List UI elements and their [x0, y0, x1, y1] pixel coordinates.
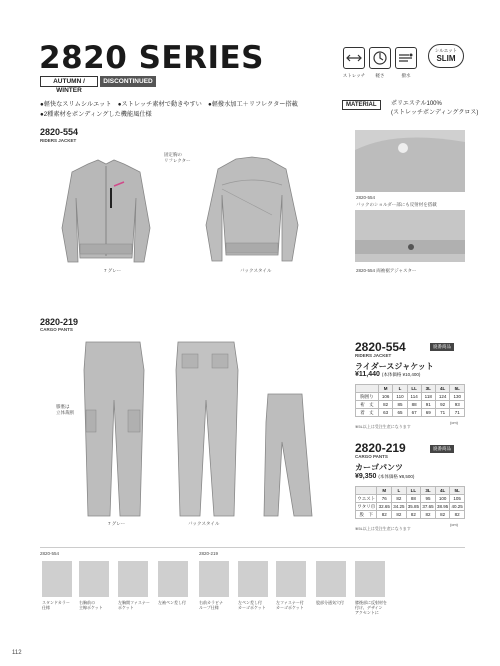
- table-cell: 37.65: [422, 504, 434, 509]
- material-line1: ポリエステル100%: [391, 101, 442, 107]
- table-cell: 85: [393, 401, 407, 409]
- table-cell: 93: [450, 401, 465, 409]
- detail-caption: 左ペン差し付 カーゴポケット: [238, 600, 266, 610]
- water-repellent-icon: [395, 47, 417, 69]
- pants-price: [355, 473, 414, 480]
- table-row: [356, 495, 465, 503]
- jacket-front-image: [58, 158, 154, 266]
- table-cell: 118: [421, 393, 435, 401]
- table-cell: 40.25: [451, 504, 463, 509]
- detail-caption: スタンドカラー 仕様: [42, 600, 70, 610]
- jacket-detail-caption-2: 2820-554 両袖裾アジャスター: [356, 268, 417, 273]
- table-cell: 82: [421, 511, 436, 519]
- table-cell: 76: [377, 495, 392, 503]
- jacket-back-image: [202, 155, 302, 265]
- table-cell: 82: [435, 511, 450, 519]
- stretch-label: ストレッチ: [342, 73, 366, 78]
- table-cell: 3L: [421, 385, 435, 393]
- jacket-subtitle: RIDERS JACKET: [40, 138, 77, 143]
- silhouette-label: シルエット: [434, 48, 458, 53]
- jacket-front-caption: 7 グレー: [104, 268, 122, 273]
- table-cell: 88: [406, 495, 421, 503]
- detail-caption: 右胸前の 主線ポケット: [79, 600, 103, 610]
- table-cell: ウエスト: [357, 495, 376, 501]
- table-cell: 110: [393, 393, 407, 401]
- table-cell: 114: [407, 393, 421, 401]
- pants-back-image: [172, 340, 240, 520]
- jacket-table-note: ※5L以上は受注生産になります: [355, 424, 411, 429]
- material-block: [342, 100, 478, 119]
- table-cell: 88: [407, 401, 421, 409]
- jacket-callout: 固定胸の リフレクター: [164, 152, 191, 163]
- bullet-line: ●軽快なスリムシルエット ●ストレッチ素材で動きやすい ●軽撥水加工＋リフレクター搭載: [40, 101, 298, 108]
- table-cell: 5L: [450, 385, 465, 393]
- water-repellent-label: 撥水: [401, 73, 411, 78]
- detail-photo: [79, 561, 109, 597]
- table-row: [356, 511, 465, 519]
- jacket-spec-badge: 廃番商品: [430, 343, 454, 351]
- jacket-table-unit: (cm): [450, 420, 458, 425]
- jacket-code: 2820-554: [40, 127, 79, 137]
- jacket-detail-code: 2820-554: [356, 195, 376, 200]
- pants-spec-code: 2820-219: [355, 441, 406, 455]
- table-header-row: [356, 487, 465, 495]
- table-cell: 3L: [421, 487, 436, 495]
- table-cell: LL: [407, 385, 421, 393]
- detail-photo: [199, 561, 229, 597]
- table-cell: 胸囲り: [356, 393, 379, 401]
- pants-front-caption: 7 グレー: [108, 521, 126, 526]
- silhouette-value: SLIM: [436, 54, 456, 63]
- jacket-spec-sub: RIDERS JACKET: [355, 353, 392, 358]
- table-cell: 38.95: [436, 504, 449, 509]
- silhouette-badge: [428, 44, 464, 68]
- table-cell: 91: [421, 401, 435, 409]
- table-cell: LL: [406, 487, 421, 495]
- pants-table-unit: (cm): [450, 522, 458, 527]
- table-row: [356, 503, 465, 511]
- table-cell: 92: [435, 401, 450, 409]
- feature-bullets: [40, 100, 298, 120]
- pants-side-image: [256, 392, 314, 518]
- pants-spec-badge: 廃番商品: [430, 445, 454, 453]
- table-cell: 82: [377, 511, 392, 519]
- pants-spec-sub: CARGO PANTS: [355, 454, 388, 459]
- table-cell: 65: [393, 409, 407, 417]
- table-cell: 82: [450, 511, 465, 519]
- table-row: [356, 409, 465, 417]
- details-label-pants: 2820-219: [199, 551, 219, 556]
- stretch-icon: [343, 47, 365, 69]
- detail-caption: 左ファスナー付 カーゴポケット: [276, 600, 304, 610]
- table-cell: 裄 丈: [356, 401, 379, 409]
- table-cell: ワタリ巾: [357, 503, 376, 509]
- table-cell: 105: [450, 495, 465, 503]
- table-cell: 82: [392, 511, 407, 519]
- table-cell: 5L: [450, 487, 465, 495]
- table-cell: 71: [450, 409, 465, 417]
- details-label-jacket: 2820-554: [40, 551, 60, 556]
- table-cell: [356, 487, 377, 495]
- table-cell: 130: [450, 393, 465, 401]
- table-cell: [356, 385, 379, 393]
- pants-spec-name: カーゴパンツ: [355, 463, 403, 472]
- table-cell: 82: [378, 401, 393, 409]
- table-cell: 着 丈: [356, 409, 379, 417]
- pants-table-note: ※5L以上は受注生産になります: [355, 526, 411, 531]
- pants-price-value: ¥9,350: [355, 473, 377, 480]
- jacket-price-value: ¥11,440: [355, 371, 380, 378]
- light-label: 軽さ: [375, 73, 385, 78]
- table-cell: 71: [435, 409, 450, 417]
- divider: [40, 547, 465, 548]
- pants-callout: 膝裏は 立体裁断: [56, 404, 74, 415]
- detail-photo: [238, 561, 268, 597]
- table-cell: 67: [407, 409, 421, 417]
- table-cell: L: [392, 487, 407, 495]
- table-cell: M: [378, 385, 393, 393]
- table-cell: 82: [392, 495, 407, 503]
- jacket-detail-caption-1: バックのショルダー部にも反射材を搭載: [356, 202, 437, 207]
- jacket-back-caption: バックスタイル: [240, 268, 272, 273]
- pants-price-note: (本体価格 ¥8,500): [378, 474, 415, 479]
- jacket-size-table: [355, 384, 465, 417]
- table-cell: 69: [421, 409, 435, 417]
- series-title: 2820 SERIES: [39, 40, 264, 76]
- jacket-price-note: (本体価格 ¥10,400): [381, 372, 421, 377]
- pants-back-caption: バックスタイル: [188, 521, 220, 526]
- table-cell: 106: [378, 393, 393, 401]
- detail-photo: [158, 561, 188, 597]
- bullet-line: ●2種素材をボンディングした機能風仕様: [40, 111, 152, 118]
- table-cell: 95: [421, 495, 436, 503]
- detail-photo: [118, 561, 148, 597]
- pants-size-table: [355, 486, 465, 519]
- table-header-row: [356, 385, 465, 393]
- jacket-detail-photo-2: [355, 210, 465, 262]
- page-number: 112: [12, 650, 22, 656]
- discontinued-tag: DISCONTINUED: [100, 76, 156, 87]
- detail-caption: 膝後部に反射材を 付け、デザイン アクセントに: [355, 600, 387, 615]
- table-cell: 35.85: [407, 504, 420, 509]
- detail-caption: 左袖ペン差し付: [158, 600, 186, 605]
- table-cell: L: [393, 385, 407, 393]
- detail-photo: [42, 561, 72, 597]
- material-line2: (ストレッチボンディングクロス): [391, 110, 479, 116]
- table-cell: 63: [378, 409, 393, 417]
- table-cell: 100: [435, 495, 450, 503]
- table-cell: 124: [435, 393, 450, 401]
- material-label: MATERIAL: [342, 100, 381, 110]
- pants-code: 2820-219: [40, 317, 79, 327]
- table-row: [356, 401, 465, 409]
- detail-photo: [316, 561, 346, 597]
- detail-caption: 左胸開ファスナー ポケット: [118, 600, 150, 610]
- table-cell: 股 下: [356, 511, 377, 519]
- season-tag: AUTUMN / WINTER: [40, 76, 98, 87]
- detail-photo: [355, 561, 385, 597]
- jacket-detail-photo-1: [355, 130, 465, 192]
- detail-photo: [276, 561, 306, 597]
- material-text: [391, 100, 478, 118]
- light-icon: [369, 47, 391, 69]
- table-cell: 4L: [435, 385, 450, 393]
- table-cell: M: [377, 487, 392, 495]
- detail-caption: 右前カラビナ ループ仕様: [199, 600, 223, 610]
- pants-front-image: [78, 340, 148, 520]
- table-cell: 34.25: [393, 504, 405, 509]
- table-cell: 82: [406, 511, 421, 519]
- jacket-spec-code: 2820-554: [355, 340, 406, 354]
- table-cell: 4L: [435, 487, 450, 495]
- pants-subtitle: CARGO PANTS: [40, 327, 73, 332]
- jacket-price: [355, 371, 420, 378]
- detail-caption: 股部分通気穴付: [316, 600, 344, 605]
- jacket-spec-name: ライダースジャケット: [355, 362, 434, 371]
- table-cell: 32.65: [378, 504, 390, 509]
- table-row: [356, 393, 465, 401]
